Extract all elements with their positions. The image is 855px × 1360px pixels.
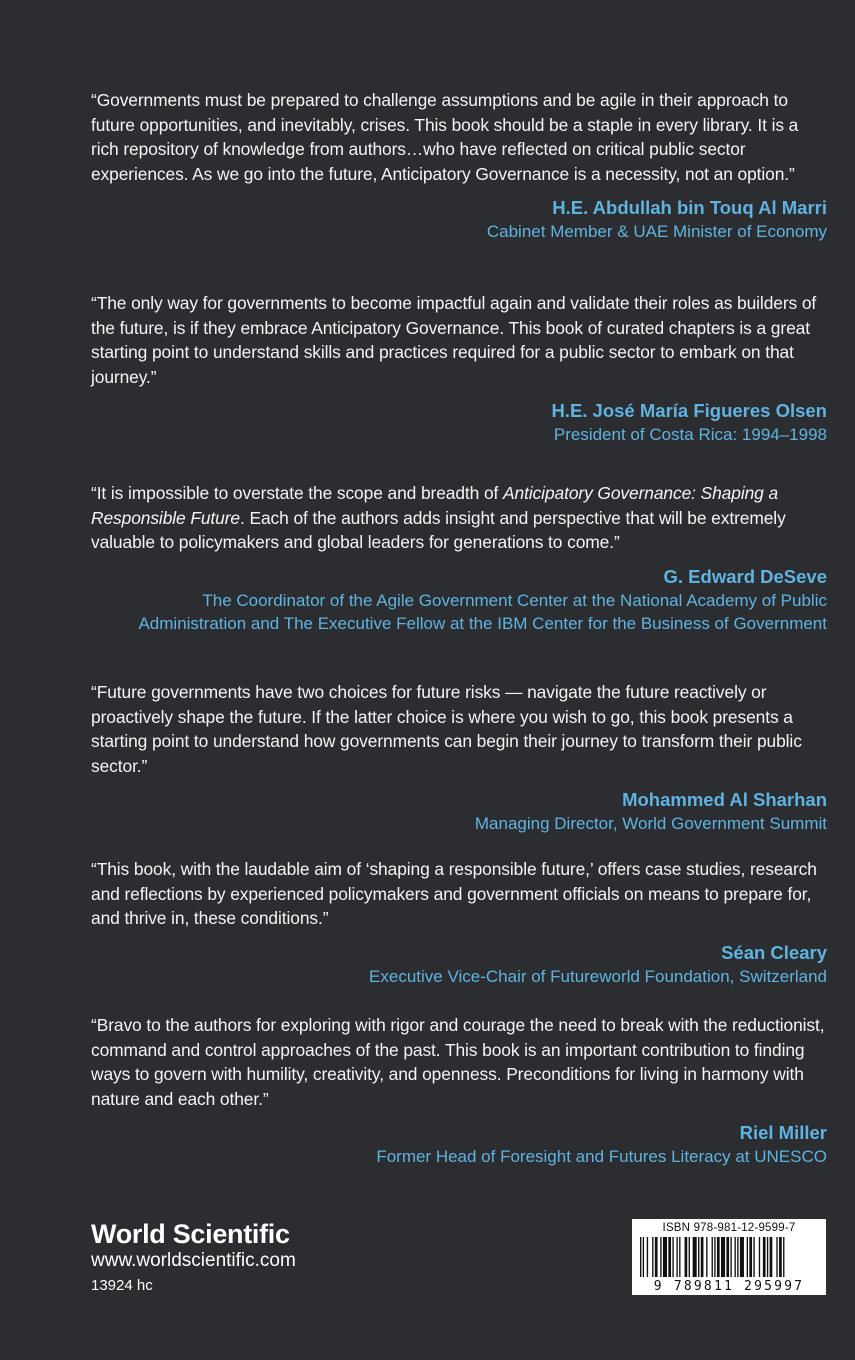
testimonial-author: Riel Miller bbox=[739, 1122, 827, 1144]
testimonial-4 bbox=[91, 680, 827, 835]
barcode-bar bbox=[749, 1237, 752, 1277]
barcode-bar bbox=[753, 1237, 754, 1277]
barcode-bar bbox=[647, 1237, 648, 1277]
barcode-bar bbox=[714, 1237, 715, 1277]
barcode-bar bbox=[652, 1237, 653, 1277]
isbn-text: ISBN 978-981-12-9599-7 bbox=[662, 1222, 796, 1234]
barcode-bar bbox=[660, 1237, 661, 1277]
barcode-bar bbox=[721, 1237, 725, 1277]
barcode-bar bbox=[672, 1237, 673, 1277]
barcode-bar bbox=[668, 1237, 671, 1277]
barcode-bar bbox=[701, 1237, 704, 1277]
barcode-bar bbox=[712, 1237, 713, 1277]
testimonial-author-role: Managing Director, World Government Summit bbox=[474, 814, 827, 834]
isbn-barcode bbox=[632, 1219, 826, 1295]
testimonial-author: H.E. José María Figueres Olsen bbox=[551, 400, 827, 422]
barcode-bar bbox=[759, 1237, 760, 1277]
testimonial-author-role: Cabinet Member & UAE Minister of Economy bbox=[486, 222, 827, 242]
barcode-bar bbox=[740, 1237, 744, 1277]
testimonial-6 bbox=[91, 1013, 827, 1168]
barcode-bar bbox=[689, 1237, 690, 1277]
barcode-bar bbox=[717, 1237, 720, 1277]
barcode-bar bbox=[726, 1237, 729, 1277]
testimonial-author: G. Edward DeSeve bbox=[663, 565, 827, 587]
barcode-bar bbox=[685, 1237, 688, 1277]
publisher-url: www.worldscientific.com bbox=[91, 1250, 296, 1271]
testimonial-quote: “The only way for governments to become impactful again and validate their roles as builders of the future, is if they embrace Anticipatory Governance. This book of curated chapters is a great starting point to understand skills and practices required for a public sector to embark on that journey.” bbox=[91, 293, 817, 387]
barcode-bar bbox=[706, 1237, 707, 1277]
testimonial-quote bbox=[91, 481, 827, 555]
barcode-bar bbox=[730, 1237, 731, 1277]
testimonial-author-role: President of Costa Rica: 1994–1998 bbox=[553, 425, 827, 445]
barcode-bar bbox=[763, 1237, 766, 1277]
catalog-code: 13924 hc bbox=[91, 1277, 153, 1294]
testimonial-quote: “Governments must be prepared to challenge assumptions and be agile in their approach to future opportunities, and inevitably, crises. This book should be a staple in every library. It is a rich repository of knowledge from authors…who have reflected on critical public sector experiences. As we go into the future, Anticipatory Governance is a necessity, not an option.” bbox=[91, 90, 799, 184]
testimonial-1 bbox=[91, 88, 827, 243]
barcode-bar bbox=[655, 1237, 658, 1277]
barcode-bar bbox=[767, 1237, 768, 1277]
testimonial-2 bbox=[91, 291, 827, 446]
barcode-bar bbox=[679, 1237, 680, 1277]
barcode-bar bbox=[747, 1237, 748, 1277]
barcode-bar bbox=[770, 1237, 773, 1277]
book-title-italic: Anticipatory Governance: Shaping a Responsible Future bbox=[91, 483, 779, 528]
testimonial-5 bbox=[91, 857, 827, 988]
barcode-bar bbox=[663, 1237, 667, 1277]
testimonial-3 bbox=[91, 481, 827, 635]
barcode-bar bbox=[776, 1237, 777, 1277]
quote-text-end: . Each of the authors adds insight and perspective that will be extremely valuable to policymakers and global leaders for generations to come.” bbox=[91, 507, 786, 553]
testimonial-quote: “Bravo to the authors for exploring with rigor and courage the need to break with the reductionist, command and control approaches of the past. This book is an important contribution to finding ways to govern with humility, creativity, and openness. Preconditions for living in harmony with nature and each other.” bbox=[91, 1015, 825, 1109]
barcode-bar bbox=[643, 1237, 644, 1277]
barcode-bar bbox=[640, 1237, 641, 1277]
barcode-bar bbox=[676, 1237, 677, 1277]
testimonial-author-role: Executive Vice-Chair of Futureworld Foundation, Switzerland bbox=[369, 966, 827, 986]
barcode-bar bbox=[737, 1237, 738, 1277]
testimonial-author: Séan Cleary bbox=[721, 941, 827, 963]
testimonial-quote: “This book, with the laudable aim of ‘shaping a responsible future,’ offers case studies, research and reflections by experienced policymakers and government officials on means to prepare for, and thrive in, these conditions.” bbox=[91, 859, 817, 929]
publisher-block bbox=[91, 1219, 296, 1297]
barcode-bar bbox=[698, 1237, 699, 1277]
testimonial-quote: “Future governments have two choices for future risks — navigate the future reactively or proactively shape the future. If the latter choice is where you wish to go, this book presents a starting point to understand how governments can begin their journey to transform their public sector.” bbox=[91, 682, 802, 776]
barcode-digits: 9 789811 295997 bbox=[653, 1279, 805, 1294]
barcode-bar bbox=[693, 1237, 697, 1277]
testimonial-author-role: Former Head of Foresight and Futures Literacy at UNESCO bbox=[376, 1147, 827, 1167]
quote-text-start: “It is impossible to overstate the scope and breadth of bbox=[91, 483, 504, 503]
barcode-bar bbox=[735, 1237, 736, 1277]
barcode-bar bbox=[779, 1237, 782, 1277]
testimonial-author: Mohammed Al Sharhan bbox=[622, 789, 827, 811]
publisher-name: World Scientific bbox=[91, 1219, 290, 1249]
barcode-bar bbox=[783, 1237, 784, 1277]
testimonial-author-role: The Coordinator of the Agile Government Center at the National Academy of Public Administration and The Executive Fellow at the IBM Center for the Business of Government bbox=[138, 590, 827, 633]
testimonial-author: H.E. Abdullah bin Touq Al Marri bbox=[552, 197, 827, 219]
barcode-bars bbox=[638, 1237, 820, 1277]
